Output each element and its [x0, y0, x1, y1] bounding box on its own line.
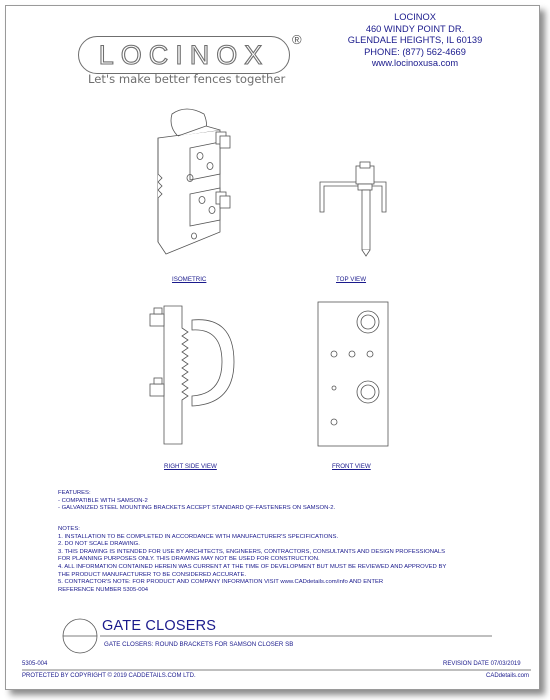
- company-address-line2: GLENDALE HEIGHTS, IL 60139: [347, 35, 483, 45]
- title-block-subtitle: GATE CLOSERS: ROUND BRACKETS FOR SAMSON CLOSER SB: [104, 641, 294, 648]
- feature-item: - GALVANIZED STEEL MOUNTING BRACKETS ACCEPT STANDARD QF-FASTENERS ON SAMSON-2.: [58, 505, 336, 512]
- note-line: 2. DO NOT SCALE DRAWING.: [58, 541, 140, 548]
- company-address-line1: 460 WINDY POINT DR.: [365, 23, 465, 34]
- features-heading: FEATURES:: [58, 490, 91, 496]
- feature-item: - COMPATIBLE WITH SAMSON-2: [58, 497, 148, 504]
- reference-number: 5305-004: [22, 661, 48, 667]
- company-phone: PHONE: (877) 562-4669: [364, 46, 466, 57]
- caddetails-link[interactable]: CADdetails.com: [486, 673, 530, 679]
- note-line: FOR PLANNING PURPOSES ONLY. THIS DRAWING MAY NOT BE USED FOR CONSTRUCTION.: [58, 556, 320, 563]
- logo-tagline: Let's make better fences together: [88, 72, 286, 86]
- title-block-title: GATE CLOSERS: [102, 618, 217, 634]
- company-website[interactable]: www.locinoxusa.com: [371, 58, 459, 68]
- note-line: REFERENCE NUMBER 5305-004: [58, 586, 149, 593]
- note-line: 5. CONTRACTOR'S NOTE: FOR PRODUCT AND COMPANY INFORMATION VISIT www.CADdetails.com/info AND ENTER: [58, 579, 384, 586]
- copyright-notice: PROTECTED BY COPYRIGHT © 2019 CADDETAILS.COM LTD.: [22, 673, 196, 679]
- note-line: 3. THIS DRAWING IS INTENDED FOR USE BY ARCHITECTS, ENGINEERS, CONTRACTORS, CONSULTANTS AND DESIGN PROFESSIONALS: [58, 548, 446, 555]
- notes-heading: NOTES:: [58, 526, 80, 532]
- note-line: 1. INSTALLATION TO BE COMPLETED IN ACCORDANCE WITH MANUFACTURER'S SPECIFICATIONS.: [58, 533, 339, 540]
- logo-text: LOCINOX: [98, 40, 270, 70]
- front-view-label: FRONT VIEW: [332, 463, 371, 470]
- company-name: LOCINOX: [394, 12, 436, 22]
- right-side-view-label: RIGHT SIDE VIEW: [164, 463, 217, 470]
- isometric-label: ISOMETRIC: [172, 276, 207, 283]
- top-view-label: TOP VIEW: [336, 276, 367, 283]
- revision-date: REVISION DATE 07/03/2019: [443, 661, 521, 667]
- note-line: THE PRODUCT MANUFACTURER TO BE CONSIDERED ACCURATE.: [58, 571, 247, 578]
- note-line: 4. ALL INFORMATION CONTAINED HEREIN WAS CURRENT AT THE TIME OF DEVELOPMENT BUT MUST BE REVIEWED AND APPROVED BY: [58, 563, 447, 570]
- registered-mark: ®: [292, 32, 302, 47]
